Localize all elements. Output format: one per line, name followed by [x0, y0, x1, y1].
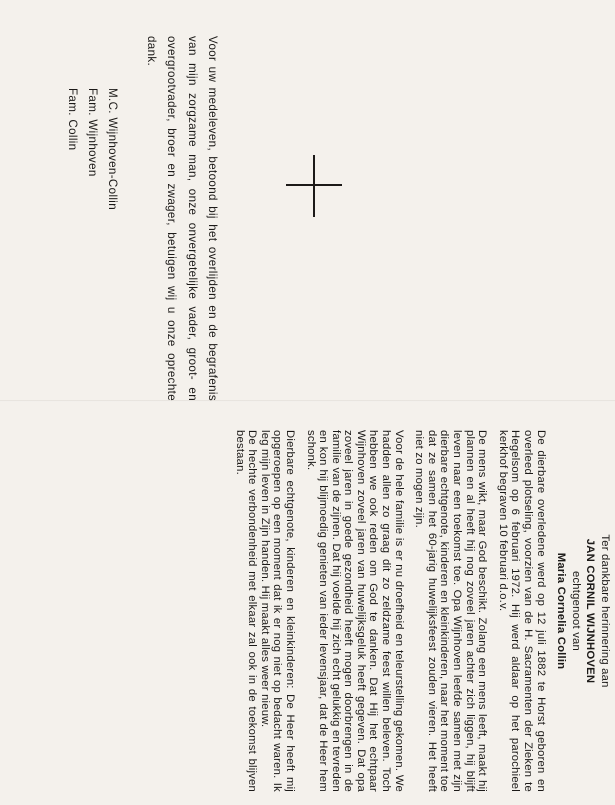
thanks-text: Voor uw medeleven, betoond bij het overlijden en de begrafenis van mijn zorgzame man, onze onvergetelijke vader, groot- en overgrootvader, broer en zwager, betuigen wij u onze oprechte dank.	[144, 36, 219, 401]
obituary-paragraph: Dierbare echtgenote, kinderen en kleinkinderen: De Heer heeft mij opgeroepen op een moment dat ik er nog niet op bedacht waren. Ik leg mijn leven in Zijn handen. Hij maakt alles weer nieuw.	[258, 430, 296, 792]
spouse-name: Maria Cornelia Collin	[555, 552, 568, 670]
obituary-paragraph: Voor de hele familie is er nu droefheid en teleurstelling gekomen. We hadden allen zo graag dit zo zeldzame feest willen beleven. Toch hebben we ook reden om God te danken. Dat Hij het echtpaar Wijnhoven zoveel jaren van huwelijksgeluk heeft gegeven. Dat opa zoveel jaren in goede gezondheid heeft mogen doorbrengen in de familie van de zijnen. Dat hij voelde hij zich echt gelukkig en tevreden en kon hij blijmoedig genieten van ieder levensjaar, dat de Heer hem schonk.	[304, 430, 405, 792]
deceased-name: JAN CORNIL WIJNHOVEN	[584, 538, 597, 684]
thanks-panel	[61, 36, 222, 401]
relation-line: echtgenoot van	[569, 570, 582, 652]
signature-line: Fam. Collin	[65, 88, 79, 151]
obituary-paragraph: De hechte verbondenheid met elkaar zal ook in de toekomst blijven bestaan.	[233, 430, 259, 792]
obituary-paragraph: De mens wikt, maar God beschikt. Zolang een mens leeft, maakt hij plannen en al heeft hij nog zoveel jaren achter zich liggen, hij blijft leven naar een toekomst toe. Opa Wijnhoven leefde samen met zijn dierbare echtgenote, kinderen en kleinkinderen, naar het moment toe dat ze samen het 60-jarig huwelijksfeest zouden vieren. Het heeft niet zo mogen zijn.	[413, 430, 489, 792]
signature-block	[61, 88, 122, 401]
obituary-heading: Ter dankbare herinnering aan	[599, 534, 611, 688]
obituary-paragraph: De dierbare overledene werd op 12 juli 1882 te Horst geboren en overleed plotseling, voorzien van de H. Sacramenten der Zieken te Hegelsom op 6 februari 1972. Hij werd aldaar op het parochieel kerkhof begraven 10 februari d.o.v.	[496, 430, 547, 792]
signature-line: M.C. Wijnhoven-Collin	[106, 88, 120, 211]
obituary-panel	[233, 430, 611, 792]
signature-line: Fam. Wijnhoven	[85, 88, 99, 177]
